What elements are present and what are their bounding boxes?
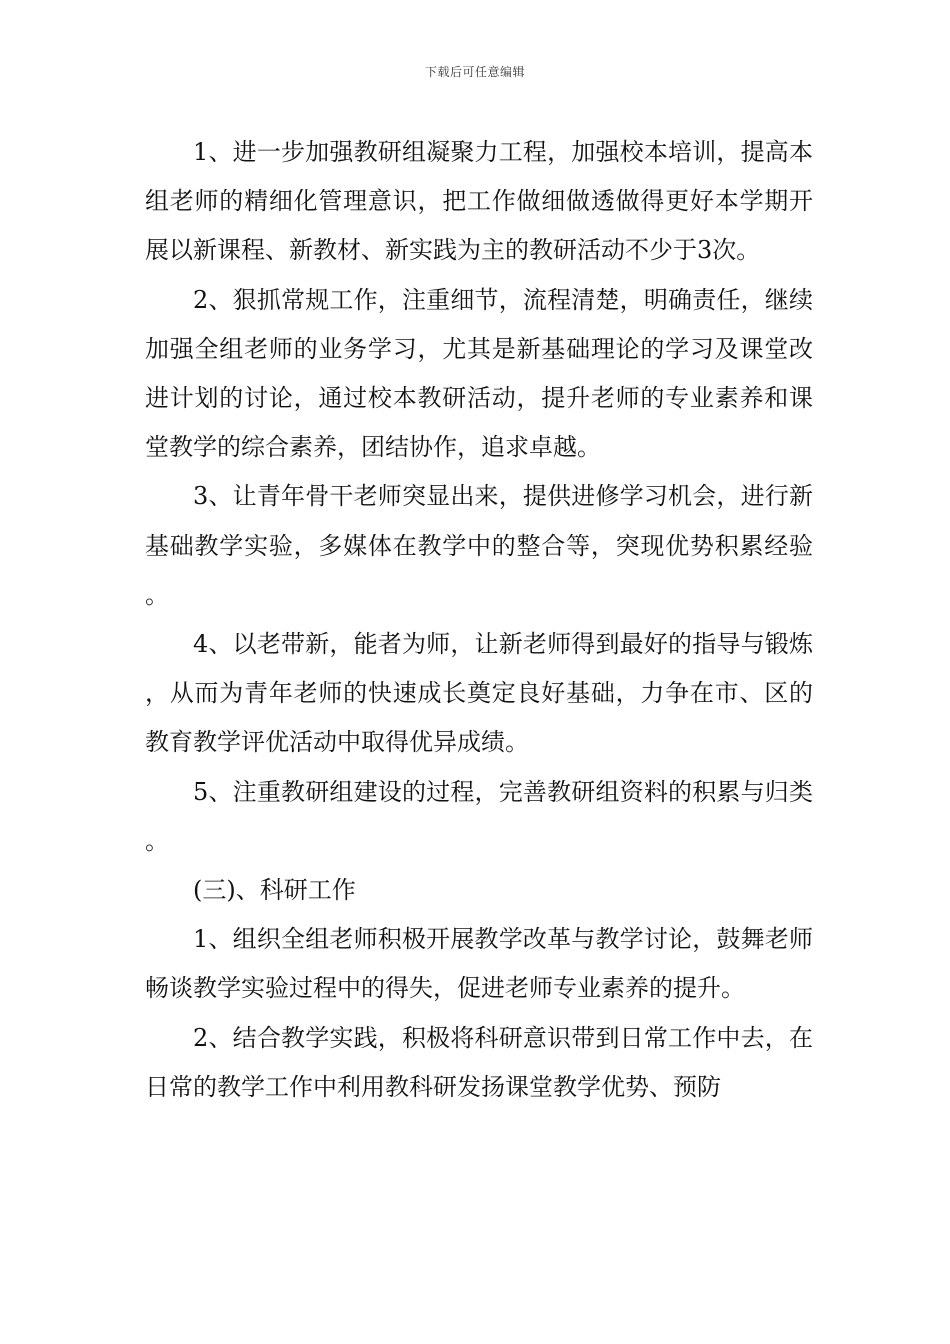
- paragraph-1: 1、进一步加强教研组凝聚力工程，加强校本培训，提高本组老师的精细化管理意识，把工作做细做透做得更好本学期开展以新课程、新教材、新实践为主的教研活动不少于3次。: [145, 138, 813, 265]
- page-header: 下载后可任意编辑: [424, 65, 525, 79]
- paragraph-4: 4、以老带新，能者为师，让新老师得到最好的指导与锻炼，从而为青年老师的快速成长奠定良好基础，力争在市、区的教育教学评优活动中取得优异成绩。: [145, 630, 813, 757]
- section-heading-research: (三)、科研工作: [193, 876, 356, 905]
- document-body: [145, 128, 813, 1112]
- paragraph-research-2: 2、结合教学实践，积极将科研意识带到日常工作中去，在日常的教学工作中利用教科研发扬课堂教学优势、预防: [145, 1023, 813, 1101]
- paragraph-5: 5、注重教研组建设的过程，完善教研组资料的积累与归类。: [145, 777, 813, 855]
- paragraph-2: 2、狠抓常规工作，注重细节，流程清楚，明确责任，继续加强全组老师的业务学习，尤其是新基础理论的学习及课堂改进计划的讨论，通过校本教研活动，提升老师的专业素养和课堂教学的综合素养，团结协作，追求卓越。: [145, 285, 813, 462]
- paragraph-research-1: 1、组织全组老师积极开展教学改革与教学讨论，鼓舞老师畅谈教学实验过程中的得失，促进老师专业素养的提升。: [145, 925, 813, 1003]
- paragraph-3: 3、让青年骨干老师突显出来，提供进修学习机会，进行新基础教学实验，多媒体在教学中的整合等，突现优势积累经验。: [145, 482, 813, 609]
